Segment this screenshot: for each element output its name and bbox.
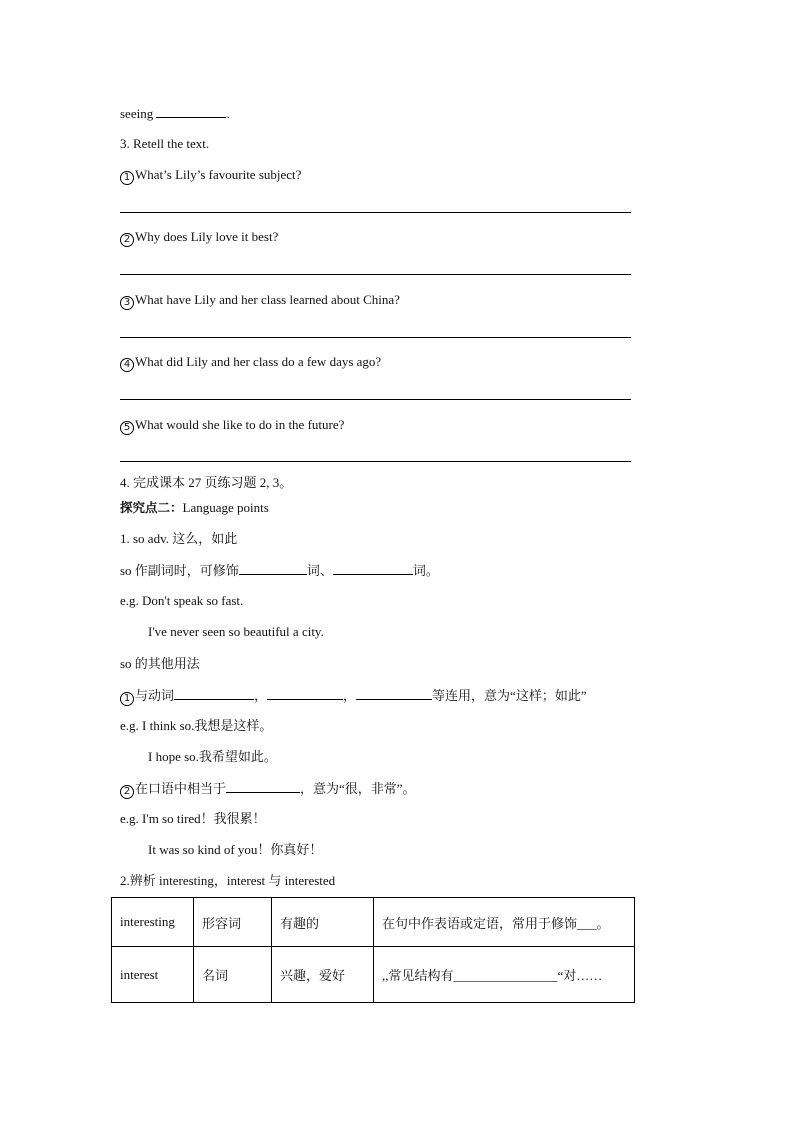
circled-number: 4 <box>120 358 134 372</box>
text: ， <box>254 688 268 703</box>
table-cell: 名词 <box>194 947 272 1003</box>
example-3b: It was so kind of you！你真好！ <box>148 842 323 857</box>
usage-2 <box>120 780 416 799</box>
question-text: Why does Lily love it best? <box>135 229 279 244</box>
circled-number: 2 <box>120 785 134 799</box>
table-row <box>112 947 635 1003</box>
table-cell: ,,常见结构有________________“对…… <box>374 947 635 1003</box>
table-cell: 有趣的 <box>272 898 374 947</box>
table-cell: 形容词 <box>194 898 272 947</box>
question-5 <box>120 417 344 435</box>
answer-blank[interactable] <box>356 687 432 700</box>
q4-header: 4. 完成课本 27 页练习题 2, 3。 <box>120 475 293 490</box>
table-cell: 在句中作表语或定语，常用于修饰___。 <box>374 898 635 947</box>
question-4 <box>120 354 381 372</box>
example-2: e.g. I think so.我想是这样。 <box>120 718 273 733</box>
example-3: e.g. I'm so tired！我很累！ <box>120 811 266 826</box>
table-cell: interesting <box>112 898 194 947</box>
seeing-line: seeing . <box>120 106 230 121</box>
circled-number: 2 <box>120 233 134 247</box>
point-2: 2.辨析 interesting，interest 与 interested <box>120 873 336 888</box>
answer-line-3[interactable] <box>120 337 631 338</box>
point-1: 1. so adv. 这么，如此 <box>120 531 238 546</box>
answer-blank[interactable] <box>226 780 300 793</box>
usage-1 <box>120 687 587 706</box>
q3-header: 3. Retell the text. <box>120 136 210 151</box>
question-text: What have Lily and her class learned about China? <box>135 292 400 307</box>
text: 词、 <box>306 563 333 578</box>
question-text: What’s Lily’s favourite subject? <box>135 167 302 182</box>
answer-blank[interactable] <box>333 562 413 575</box>
answer-line-2[interactable] <box>120 274 631 275</box>
example-1: e.g. Don't speak so fast. <box>120 593 244 608</box>
comparison-table <box>111 897 635 1003</box>
example-2b: I hope so.我希望如此。 <box>148 749 277 764</box>
answer-line-4[interactable] <box>120 399 631 400</box>
text: 等连用，意为“这样；如此” <box>432 688 587 703</box>
question-3 <box>120 292 400 310</box>
circled-number: 5 <box>120 421 134 435</box>
so-adverb-line <box>120 562 439 579</box>
answer-blank[interactable] <box>174 687 254 700</box>
answer-blank[interactable] <box>239 562 307 575</box>
question-text: What did Lily and her class do a few days ago? <box>135 354 382 369</box>
answer-blank[interactable] <box>267 687 343 700</box>
example-1b: I've never seen so beautiful a city. <box>148 624 324 639</box>
explore-heading <box>120 500 269 516</box>
text: ， <box>343 688 357 703</box>
seeing-text: seeing <box>120 106 154 121</box>
text: 与动词 <box>135 688 175 703</box>
other-usage-heading: so 的其他用法 <box>120 656 200 671</box>
circled-number: 3 <box>120 296 134 310</box>
circled-number: 1 <box>120 171 134 185</box>
table-cell: 兴趣，爱好 <box>272 947 374 1003</box>
question-text: What would she like to do in the future? <box>135 417 345 432</box>
table-row <box>112 898 635 947</box>
answer-blank[interactable] <box>156 105 226 118</box>
answer-line-5[interactable] <box>120 461 631 462</box>
answer-line-1[interactable] <box>120 212 631 213</box>
text: 在口语中相当于 <box>135 781 227 796</box>
text: ，意为“很，非常”。 <box>300 781 416 796</box>
circled-number: 1 <box>120 692 134 706</box>
text: 词。 <box>412 563 439 578</box>
question-2 <box>120 229 278 247</box>
text: so 作副词时，可修饰 <box>120 563 239 578</box>
explore-title: Language points <box>182 500 269 515</box>
table-cell: interest <box>112 947 194 1003</box>
explore-label: 探究点二： <box>120 500 183 515</box>
question-1 <box>120 167 301 185</box>
